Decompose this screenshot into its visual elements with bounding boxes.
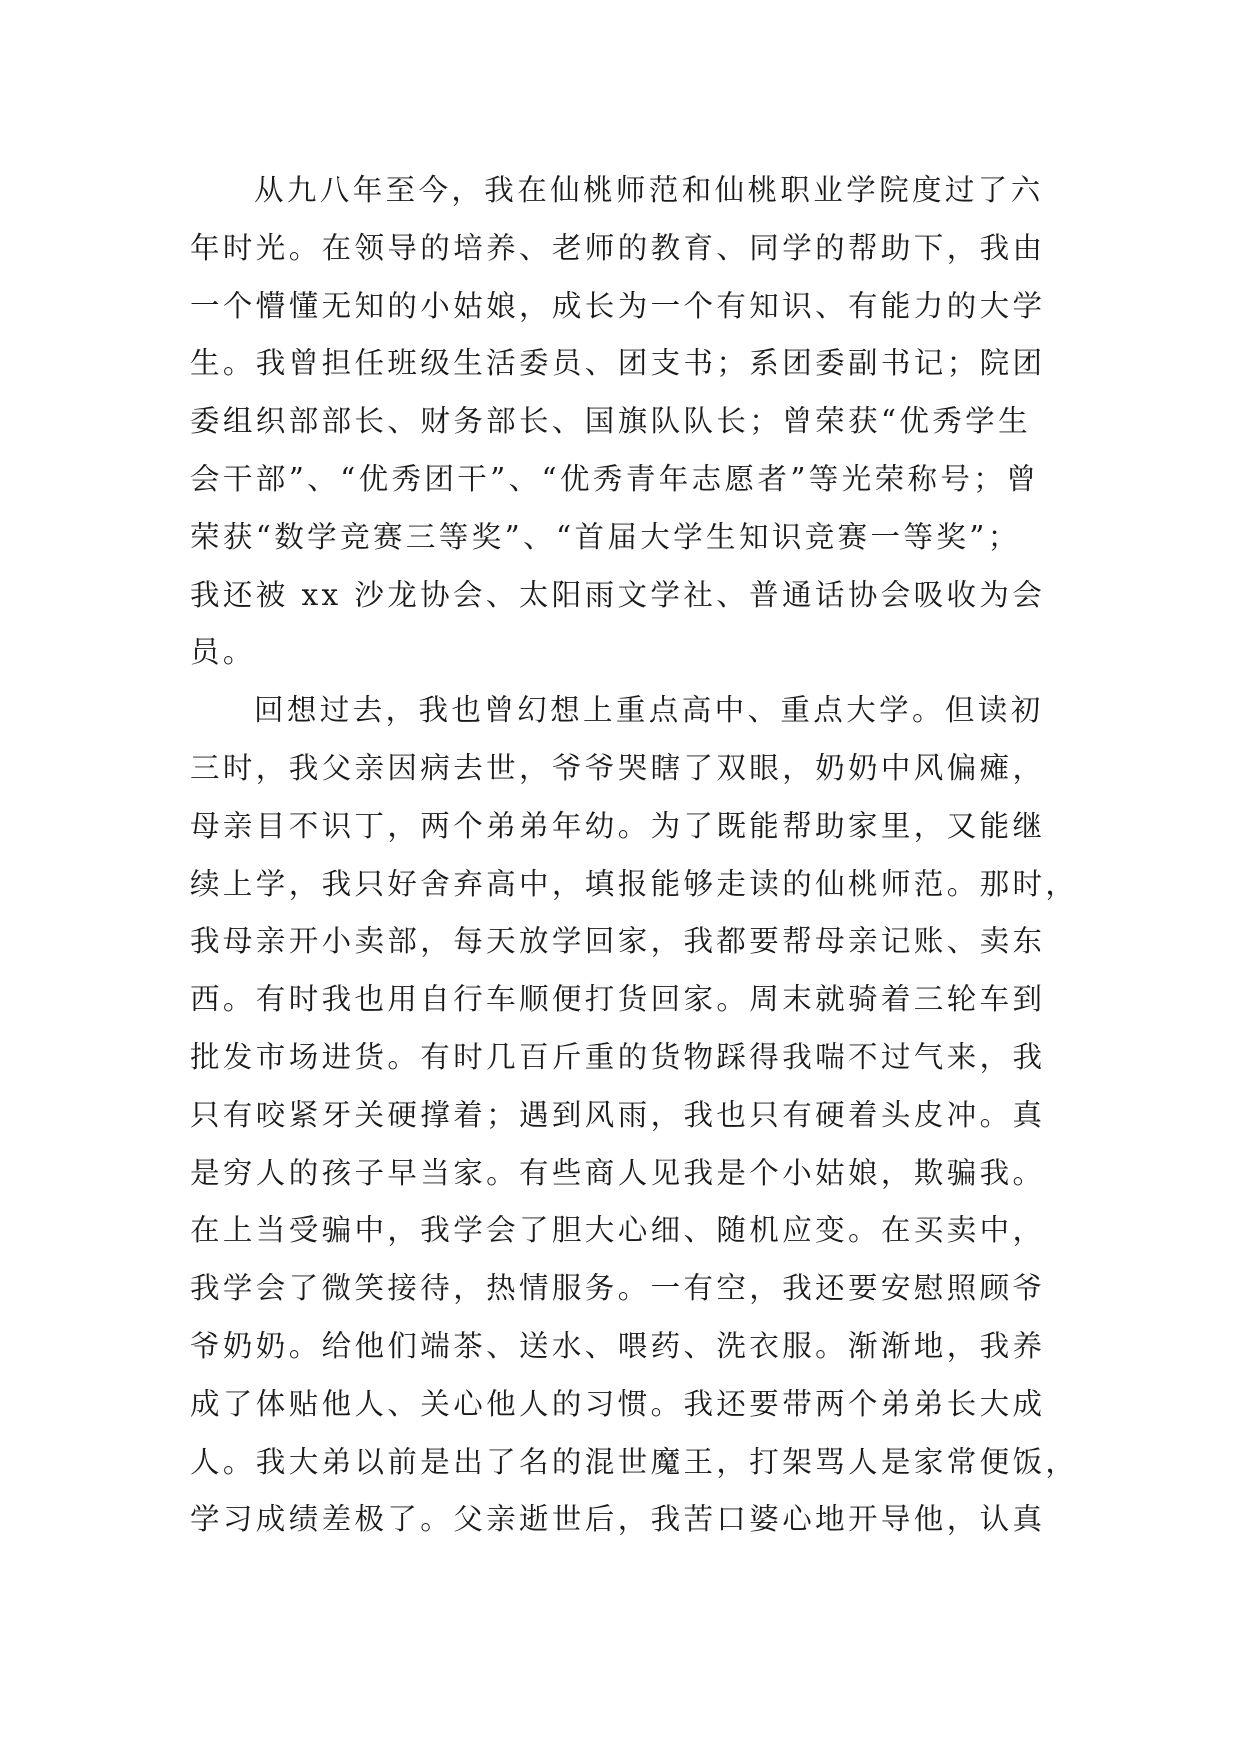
text-line: 西。有时我也用自行车顺便打货回家。周末就骑着三轮车到	[190, 982, 1046, 1017]
paragraph-2	[190, 682, 1079, 1549]
text-line: 生。我曾担任班级生活委员、团支书；系团委副书记；院团	[190, 346, 1046, 381]
text-line: 年时光。在领导的培养、老师的教育、同学的帮助下，我由	[190, 230, 1046, 265]
text-line: 学习成绩差极了。父亲逝世后，我苦口婆心地开导他，认真	[190, 1502, 1046, 1537]
document-body	[190, 162, 1079, 1549]
text-line: 荣获“数学竞赛三等奖”、“首届大学生知识竞赛一等奖”；	[190, 519, 1021, 554]
text-line: 三时，我父亲因病去世，爷爷哭瞎了双眼，奶奶中风偏瘫，	[190, 750, 1046, 785]
text-line: 在上当受骗中，我学会了胆大心细、随机应变。在买卖中，	[190, 1213, 1046, 1248]
text-line: 批发市场进货。有时几百斤重的货物踩得我喘不过气来，我	[190, 1039, 1046, 1074]
text-line: 爷奶奶。给他们端茶、送水、喂药、洗衣服。渐渐地，我养	[190, 1328, 1046, 1363]
text-line: 续上学，我只好舍弃高中，填报能够走读的仙桃师范。那时，	[190, 866, 1079, 901]
paragraph-1	[190, 162, 1058, 682]
text-line: 我还被 xx 沙龙协会、太阳雨文学社、普通话协会吸收为会	[190, 577, 1046, 612]
text-line: 从九八年至今，我在仙桃师范和仙桃职业学院度过了六	[254, 173, 1044, 207]
text-line: 是穷人的孩子早当家。有些商人见我是个小姑娘，欺骗我。	[190, 1155, 1046, 1190]
text-line: 回想过去，我也曾幻想上重点高中、重点大学。但读初	[254, 693, 1044, 728]
text-line: 只有咬紧牙关硬撑着；遇到风雨，我也只有硬着头皮冲。真	[190, 1097, 1046, 1132]
text-line: 员。	[190, 635, 256, 670]
text-line: 人。我大弟以前是出了名的混世魔王，打架骂人是家常便饭，	[190, 1444, 1079, 1479]
text-line: 会干部”、“优秀团干”、“优秀青年志愿者”等光荣称号；曾	[190, 461, 1040, 496]
text-line: 母亲目不识丁，两个弟弟年幼。为了既能帮助家里，又能继	[190, 808, 1046, 843]
text-line: 我母亲开小卖部，每天放学回家，我都要帮母亲记账、卖东	[190, 924, 1046, 959]
text-line: 成了体贴他人、关心他人的习惯。我还要带两个弟弟长大成	[190, 1386, 1046, 1421]
text-line: 委组织部部长、财务部长、国旗队队长；曾荣获“优秀学生	[190, 404, 1031, 439]
text-line: 一个懵懂无知的小姑娘，成长为一个有知识、有能力的大学	[190, 288, 1046, 323]
text-line: 我学会了微笑接待，热情服务。一有空，我还要安慰照顾爷	[190, 1271, 1046, 1306]
